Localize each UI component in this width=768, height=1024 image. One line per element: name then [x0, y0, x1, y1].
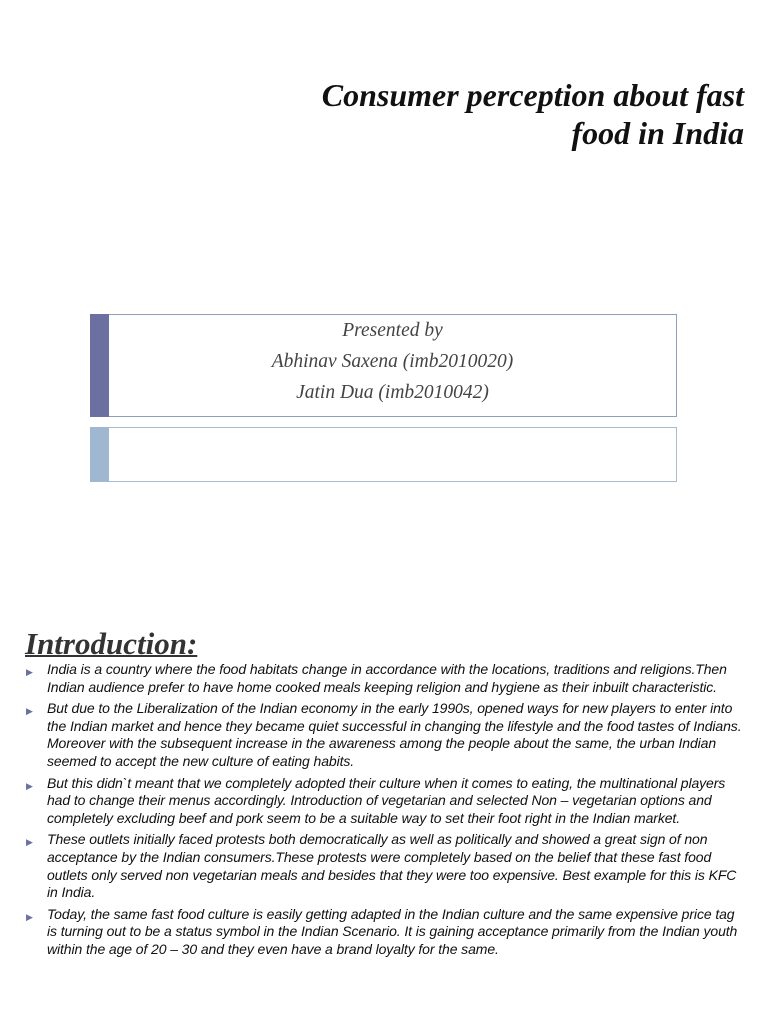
slide-title [124, 76, 744, 152]
list-item [26, 906, 748, 959]
bullet-text: Today, the same fast food culture is easily getting adapted in the Indian culture and the same expensive price tag is turning out to be a status symbol in the Indian Scenario. It is gaining acceptance primarily from the Indian youth within the age of 20 – 30 and they even have a brand loyalty for the same. [47, 905, 738, 957]
presenter-accent-bar [90, 314, 109, 417]
presented-by-label: Presented by [342, 320, 443, 341]
bullet-text: But this didn`t meant that we completely adopted their culture when it comes to eating, the multinational players had to change their menus accordingly. Introduction of vegetarian and selected Non – vegetarian options and completely excluding beef and pork seem to be a suitable way to set their foot right in the Indian market. [47, 774, 726, 826]
presenter-name-1: Abhinav Saxena (imb2010020) [271, 351, 514, 372]
list-item [26, 775, 748, 828]
presenter-box [90, 314, 677, 417]
slide-title-line-1: Consumer perception about fast [321, 77, 744, 113]
introduction-heading: Introduction: [25, 626, 198, 661]
triangle-bullet-icon: ▶ [26, 706, 33, 717]
bullet-text: These outlets initially faced protests both democratically as well as politically and showed a great sign of non acceptance by the Indian consumers.These protests were completely based on the belief that these fast food outlets only served non vegetarian meals and besides that they were too expensive. Best example for this is KFC in India. [47, 831, 737, 901]
presenter-lines [109, 315, 676, 408]
list-item [26, 661, 748, 696]
triangle-bullet-icon: ▶ [26, 780, 33, 791]
empty-box-accent-bar [90, 427, 109, 482]
triangle-bullet-icon: ▶ [26, 667, 33, 677]
triangle-bullet-icon: ▶ [26, 911, 33, 922]
triangle-bullet-icon: ▶ [26, 837, 33, 848]
slide-title-line-2: food in India [571, 115, 744, 151]
presenter-name-2: Jatin Dua (imb2010042) [296, 382, 489, 403]
bullet-text: But due to the Liberalization of the Indian economy in the early 1990s, opened ways for new players to enter into the Indian market and hence they became quiet successful in changing the lifestyle and the food tastes of Indians. Moreover with the subsequent increase in the awareness among the people about the same, the urban Indian seemed to accept the new culture of eating habits. [47, 700, 742, 769]
bullet-text: India is a country where the food habitats change in accordance with the locations, traditions and religions.Then Indian audience prefer to have home cooked meals keeping religion and hygiene as their inbuilt characteristic. [47, 661, 727, 695]
list-item [26, 831, 748, 901]
list-item [26, 700, 748, 770]
empty-text-box [90, 427, 677, 482]
introduction-bullet-list [26, 661, 748, 963]
